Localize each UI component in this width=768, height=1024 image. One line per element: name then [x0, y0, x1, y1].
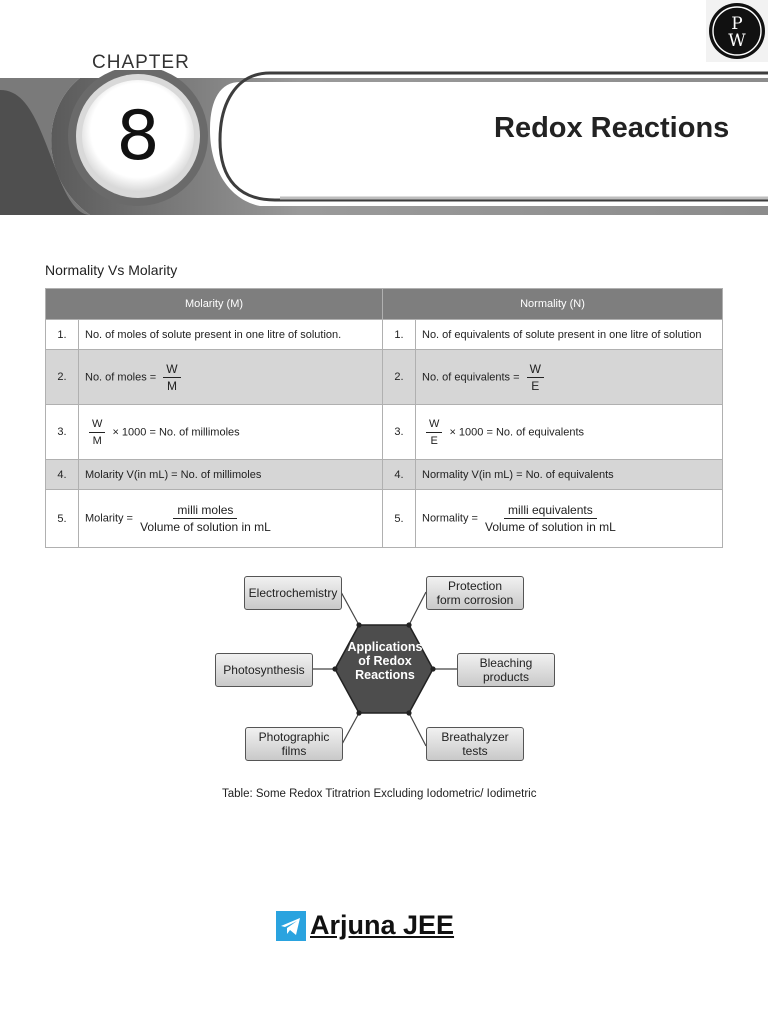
fraction [163, 363, 180, 392]
normality-cell [416, 350, 723, 405]
row-number: 4. [46, 460, 79, 490]
comparison-table [45, 288, 723, 548]
formula-prefix: No. of equivalents = [422, 370, 520, 383]
svg-text:W: W [728, 31, 746, 51]
box-label: form corrosion [436, 593, 514, 607]
table-caption [222, 788, 536, 800]
box-label: Bleaching [479, 656, 533, 670]
denominator: M [92, 434, 102, 447]
numerator: W [163, 363, 180, 378]
chapter-number: 8 [116, 96, 160, 176]
numerator: W [426, 418, 442, 433]
numerator: milli equivalents [504, 504, 597, 519]
row-number: 1. [46, 320, 79, 350]
denominator: M [166, 378, 177, 393]
row-number: 2. [383, 350, 416, 405]
header-molarity: Molarity (M) [46, 289, 383, 320]
fraction [485, 504, 616, 533]
footer-text[interactable]: Arjuna JEE [310, 910, 455, 940]
formula-prefix: Molarity = [85, 512, 133, 525]
fraction [89, 418, 105, 447]
box-label: Electrochemistry [248, 586, 338, 600]
row-number: 2. [46, 350, 79, 405]
molarity-cell: Molarity V(in mL) = No. of millimoles [79, 460, 383, 490]
box-label: films [281, 744, 307, 758]
fraction [140, 504, 271, 533]
telegram-icon [276, 911, 306, 941]
caption-text: Some Redox Titratrion Excluding Iodometric/ Iodimetric [252, 788, 537, 800]
table-row [46, 350, 723, 405]
header-normality: Normality (N) [383, 289, 723, 320]
chapter-label: CHAPTER [92, 52, 190, 73]
box-label: tests [462, 744, 488, 758]
row-number: 5. [46, 490, 79, 548]
center-line: Reactions [355, 668, 415, 682]
table-row [46, 460, 723, 490]
row-number: 3. [46, 405, 79, 460]
numerator: milli moles [173, 504, 237, 519]
formula-prefix: Normality = [422, 512, 478, 525]
molarity-cell [79, 405, 383, 460]
caption-prefix: Table: [222, 788, 253, 800]
pw-logo [706, 0, 768, 62]
numerator: W [89, 418, 105, 433]
table-header-row [46, 289, 723, 320]
normality-cell [416, 490, 723, 548]
normality-cell: No. of equivalents of solute present in one litre of solution [416, 320, 723, 350]
chapter-title: Redox Reactions [494, 112, 730, 144]
hexagon-center-label [335, 640, 435, 682]
box-label: Photographic [258, 730, 330, 744]
box-label: Breathalyzer [441, 730, 509, 744]
box-breathalyzer [426, 727, 524, 761]
molarity-cell [79, 350, 383, 405]
formula-suffix: × 1000 = No. of millimoles [112, 425, 240, 438]
normality-cell [416, 405, 723, 460]
row-number: 1. [383, 320, 416, 350]
box-photographic [245, 727, 343, 761]
fraction [527, 363, 544, 392]
box-photosynthesis [215, 653, 313, 687]
box-label: Protection [447, 579, 503, 593]
formula-prefix: No. of moles = [85, 370, 157, 383]
table-row [46, 405, 723, 460]
fraction [426, 418, 442, 447]
row-number: 5. [383, 490, 416, 548]
svg-text:P: P [731, 14, 743, 34]
row-number: 3. [383, 405, 416, 460]
denominator: Volume of solution in mL [140, 520, 271, 534]
normality-cell: Normality V(in mL) = No. of equivalents [416, 460, 723, 490]
denominator: E [531, 378, 540, 393]
table-row [46, 320, 723, 350]
box-bleaching [457, 653, 555, 687]
numerator: W [527, 363, 544, 378]
molarity-cell: No. of moles of solute present in one litre of solution. [79, 320, 383, 350]
molarity-cell [79, 490, 383, 548]
table-row [46, 490, 723, 548]
footer-link[interactable] [276, 910, 454, 941]
section-title: Normality Vs Molarity [45, 262, 178, 278]
formula-suffix: × 1000 = No. of equivalents [449, 425, 584, 438]
denominator: Volume of solution in mL [485, 520, 616, 534]
box-protection [426, 576, 524, 610]
center-line: of Redox [358, 654, 412, 668]
box-label: products [482, 670, 530, 684]
row-number: 4. [383, 460, 416, 490]
applications-diagram [210, 570, 560, 770]
box-label: Photosynthesis [223, 663, 305, 677]
denominator: E [430, 434, 438, 447]
box-electrochemistry [244, 576, 342, 610]
center-line: Applications [347, 640, 423, 654]
